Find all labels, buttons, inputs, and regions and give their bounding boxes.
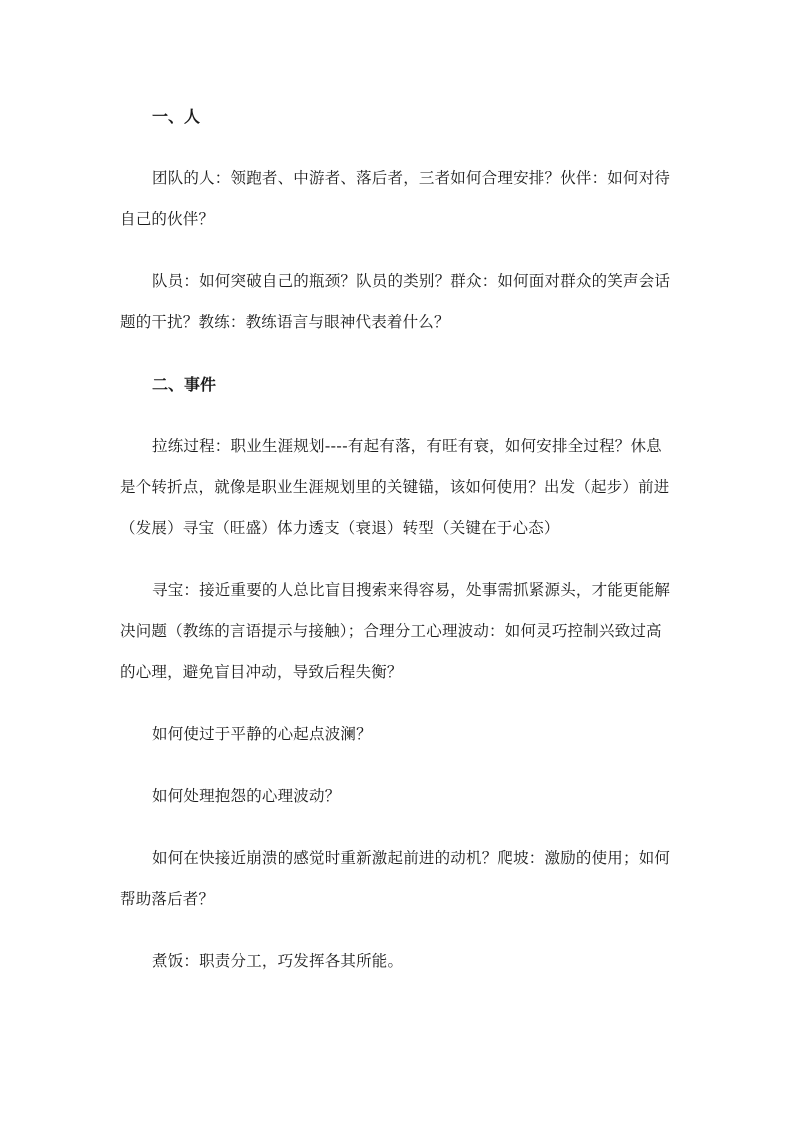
paragraph-line: 团队的人：领跑者、中游者、落后者，三者如何合理安排？伙伴：如何对待 (152, 169, 671, 187)
paragraph-line: （发展）寻宝（旺盛）体力透支（衰退）转型（关键在于心态） (120, 519, 560, 537)
paragraph-cooking: 煮饭：职责分工，巧发挥各其所能。 (152, 952, 404, 970)
paragraph-line: 队员：如何突破自己的瓶颈？队员的类别？群众：如何面对群众的笑声会话 (152, 272, 671, 290)
paragraph-line: 如何在快接近崩溃的感觉时重新激起前进的动机？爬坡：激励的使用；如何 (152, 849, 671, 867)
section-heading-people: 一、人 (152, 107, 201, 126)
document-body (120, 96, 680, 1003)
paragraph-line: 寻宝：接近重要的人总比盲目搜索来得容易，处事需抓紧源头，才能更能解 (152, 581, 671, 599)
paragraph-line: 拉练过程：职业生涯规划----有起有落，有旺有衰，如何安排全过程？休息 (152, 437, 662, 455)
paragraph-calm-heart: 如何使过于平静的心起点波澜？ (152, 725, 372, 743)
section-heading-events: 二、事件 (152, 375, 217, 394)
paragraph-team-people (120, 158, 680, 240)
paragraph-motivation (120, 838, 680, 920)
paragraph-line: 帮助落后者？ (120, 890, 215, 908)
paragraph-complaint: 如何处理抱怨的心理波动？ (152, 787, 341, 805)
paragraph-line: 决问题（教练的言语提示与接触）；合理分工心理波动：如何灵巧控制兴致过高 (120, 622, 662, 640)
paragraph-treasure-hunt (120, 570, 680, 693)
paragraph-line: 的心理，避免盲目冲动，导致后程失衡？ (120, 663, 403, 681)
paragraph-line: 题的干扰？教练：教练语言与眼神代表着什么？ (120, 313, 450, 331)
paragraph-team-members (120, 261, 680, 343)
paragraph-training-process (120, 426, 680, 549)
paragraph-line: 自己的伙伴？ (120, 210, 215, 228)
paragraph-line: 是个转折点，就像是职业生涯规划里的关键锚，该如何使用？出发（起步）前进 (120, 478, 670, 496)
